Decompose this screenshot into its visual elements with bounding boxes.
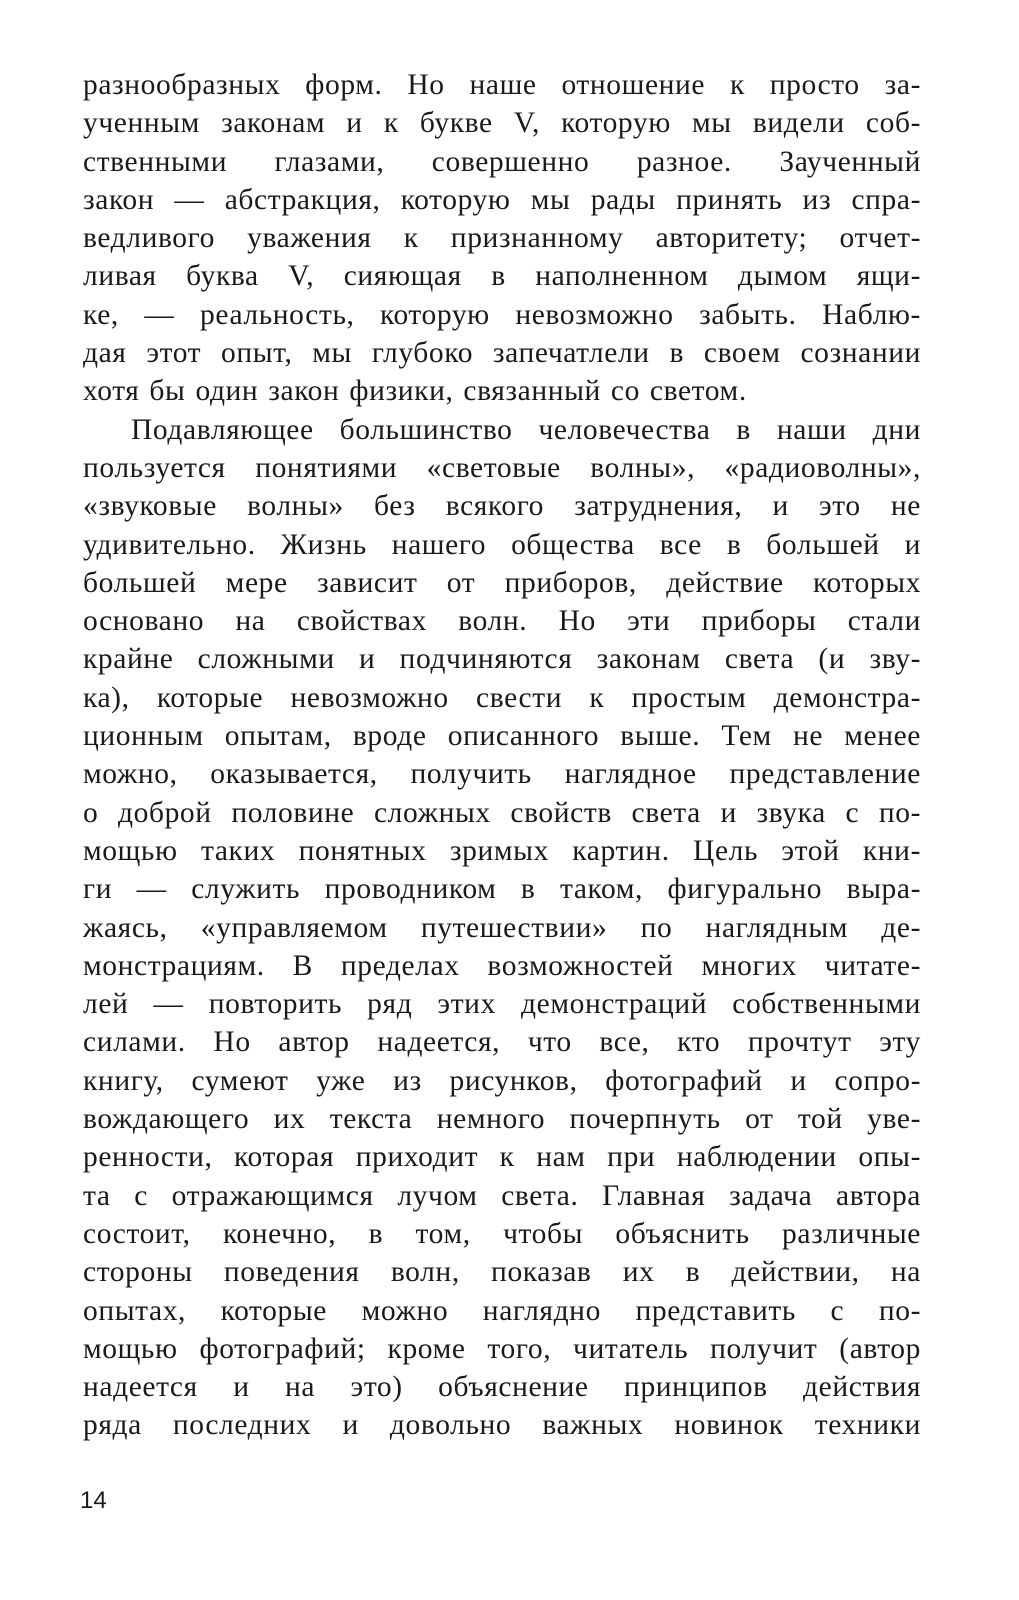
text-line: стороны поведения волн, показав их в действии, на (83, 1256, 921, 1289)
text-line: вождающего их текста немного почерпнуть от той уве- (83, 1103, 921, 1136)
text-line: удивительно. Жизнь нашего общества все в большей и (83, 528, 921, 561)
text-line: лей — повторить ряд этих демонстраций собственными (83, 988, 921, 1021)
text-line: ведливого уважения к признанному авторитету; отчет- (83, 222, 921, 255)
text-line: ряда последних и довольно важных новинок техники (83, 1409, 921, 1442)
text-line: опытах, которые можно наглядно представить с по- (83, 1294, 921, 1327)
text-line: ке, — реальность, которую невозможно забыть. Наблю- (83, 298, 921, 331)
page-body (83, 66, 921, 1445)
page-number: 14 (80, 1487, 107, 1514)
text-line: крайне сложными и подчиняются законам света (и зву- (83, 643, 921, 676)
text-line: «звуковые волны» без всякого затруднения, и это не (83, 490, 921, 523)
text-line: основано на свойствах волн. Но эти приборы стали (83, 605, 921, 638)
text-line: ги — служить проводником в таком, фигурально выра- (83, 873, 921, 906)
text-line: ренности, которая приходит к нам при наблюдении опы- (83, 1141, 921, 1174)
text-line: закон — абстракция, которую мы рады принять из спра- (83, 183, 921, 216)
text-line: ученным законам и к букве V, которую мы видели соб- (83, 107, 921, 140)
paragraph (83, 411, 921, 1445)
paragraph (83, 66, 921, 411)
text-line: надеется и на это) объяснение принципов действия (83, 1371, 921, 1404)
text-line: мощью таких понятных зримых картин. Цель этой кни- (83, 834, 921, 867)
text-line: можно, оказывается, получить наглядное представление (83, 758, 921, 791)
text-line: ка), которые невозможно свести к простым демонстра- (83, 681, 921, 714)
text-line: жаясь, «управляемом путешествии» по наглядным де- (83, 911, 921, 944)
text-line: состоит, конечно, в том, чтобы объяснить различные (83, 1217, 921, 1250)
text-line: ционным опытам, вроде описанного выше. Тем не менее (83, 720, 921, 753)
text-line: та с отражающимся лучом света. Главная задача автора (83, 1179, 921, 1212)
text-line: пользуется понятиями «световые волны», «радиоволны», (83, 451, 921, 484)
text-line: дая этот опыт, мы глубоко запечатлели в своем сознании (83, 337, 921, 370)
text-line: ливая буква V, сияющая в наполненном дымом ящи- (83, 260, 921, 293)
text-line: Подавляющее большинство человечества в наши дни (131, 413, 921, 446)
text-line: силами. Но автор надеется, что все, кто прочтут эту (83, 1026, 921, 1059)
text-line: разнообразных форм. Но наше отношение к просто за- (83, 69, 921, 101)
text-line: хотя бы один закон физики, связанный со светом. (83, 375, 747, 408)
text-line: книгу, сумеют уже из рисунков, фотографий и сопро- (83, 1064, 921, 1097)
text-line: монстрациям. В пределах возможностей многих читате- (83, 949, 921, 982)
text-line: мощью фотографий; кроме того, читатель получит (автор (83, 1332, 921, 1365)
text-line: о доброй половине сложных свойств света и звука с по- (83, 796, 921, 829)
text-line: ственными глазами, совершенно разное. Заученный (83, 145, 921, 178)
text-line: большей мере зависит от приборов, действие которых (83, 566, 921, 599)
